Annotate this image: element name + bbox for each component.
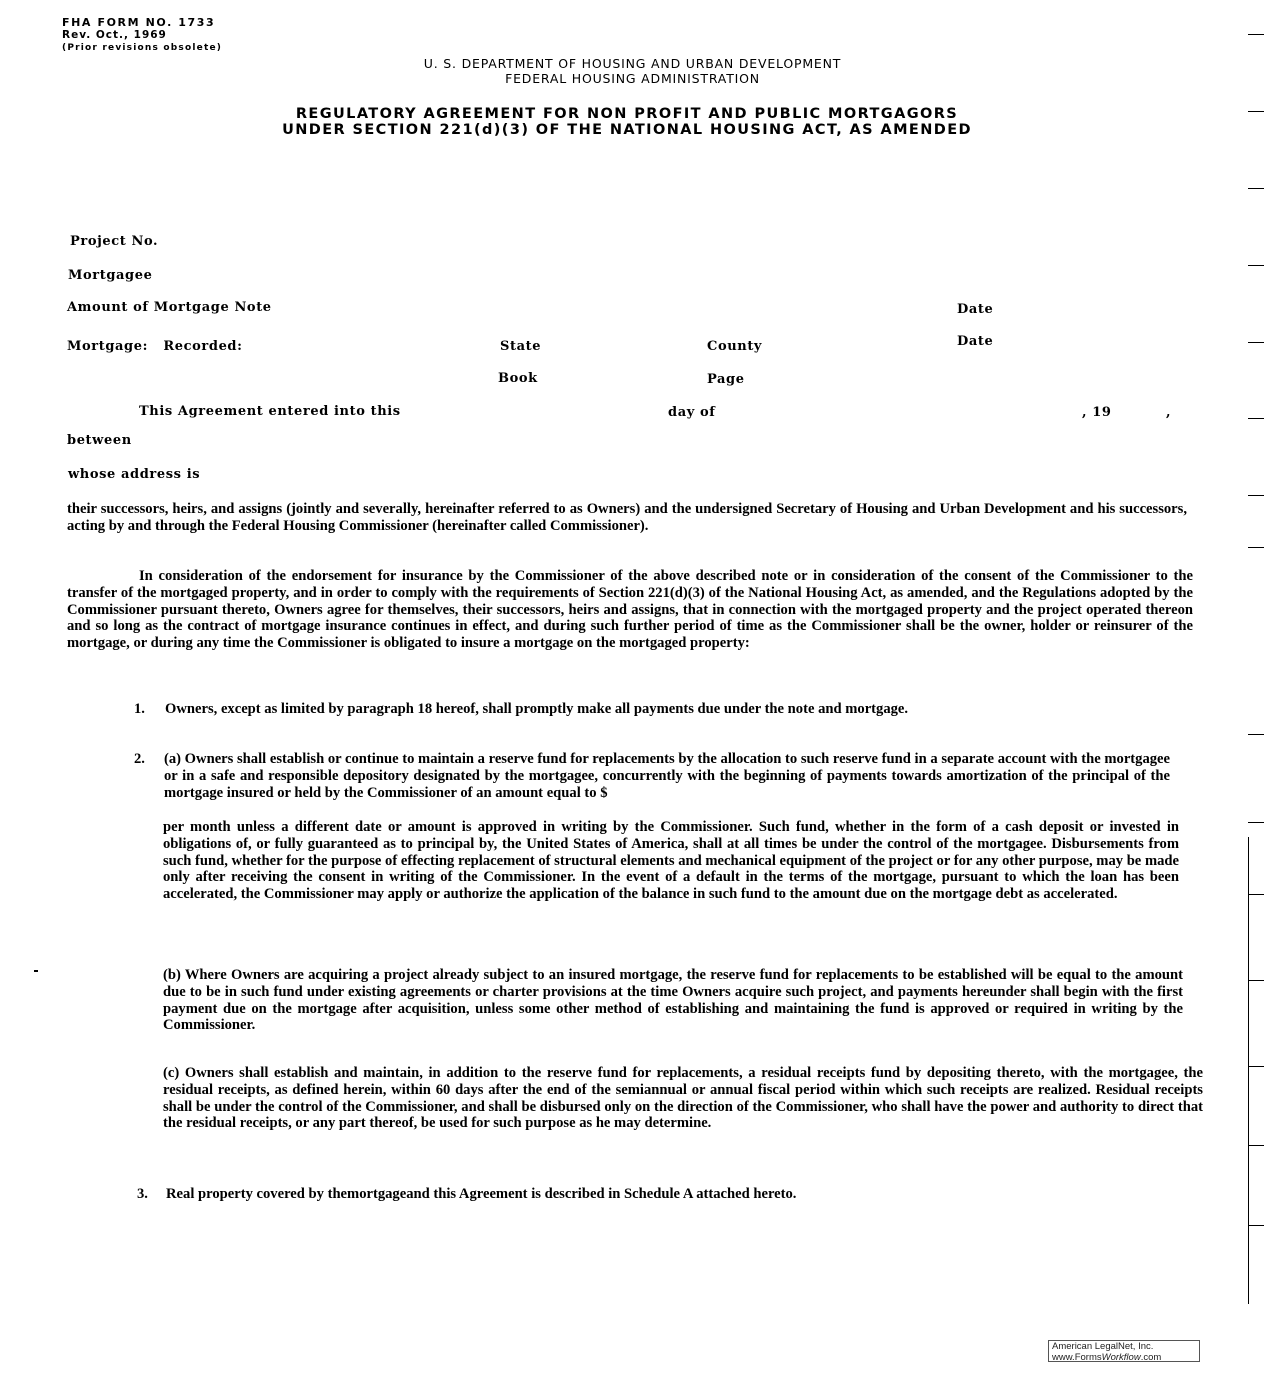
publisher-stamp — [1048, 1340, 1200, 1362]
margin-tick — [1248, 342, 1264, 343]
administration-name: FEDERAL HOUSING ADMINISTRATION — [505, 71, 760, 86]
publisher-url-suffix: .com — [1140, 1351, 1162, 1363]
margin-tick — [1248, 418, 1264, 419]
department-name: U. S. DEPARTMENT OF HOUSING AND URBAN DEVELOPMENT — [423, 56, 842, 71]
form-obsolete-note: (Prior revisions obsolete) — [62, 43, 223, 53]
agreement-entered-label: This Agreement entered into this — [139, 404, 401, 419]
margin-tick — [1248, 495, 1264, 496]
item-3-text: Real property covered by themortgageand this Agreement is described in Schedule A attached hereto. — [166, 1186, 797, 1202]
item-2b-text: (b) Where Owners are acquiring a project already subject to an insured mortgage, the reserve fund for replacements to be established will be equal to the amount due to be in such fund under existing agreements or charter provisions at the time Owners acquire such project, and payments hereunder shall begin with the first payment due on the mortgage after acquisition, unless some other method of establishing and maintaining the fund is approved or required in writing by the Commissioner. — [163, 967, 1183, 1034]
publisher-url-prefix: www.Forms — [1052, 1351, 1102, 1363]
margin-tick — [1248, 34, 1264, 35]
book-label: Book — [498, 371, 538, 386]
year-trailing-comma: , — [1166, 405, 1172, 420]
scan-mark — [34, 970, 38, 972]
project-no-label: Project No. — [70, 234, 159, 249]
margin-tick — [1248, 188, 1264, 189]
form-number: FHA FORM NO. 1733 — [62, 16, 216, 29]
item-number-2: 2. — [134, 751, 145, 767]
date-label-1: Date — [957, 302, 994, 317]
parties-paragraph: their successors, heirs, and assigns (jointly and severally, hereinafter referred to as Owners) and the undersigned Secretary of Housing and Urban Development and his successors, acting by and through the Federal Housing Commissioner (hereinafter called Commissioner). — [67, 501, 1187, 534]
address-label: whose address is — [68, 467, 201, 482]
publisher-url-italic: Workflow — [1101, 1351, 1141, 1363]
margin-tick — [1248, 734, 1264, 735]
day-of-label: day of — [668, 405, 716, 420]
margin-tick — [1248, 111, 1264, 112]
between-label: between — [67, 433, 132, 448]
margin-rule — [1248, 837, 1249, 1304]
county-label: County — [707, 339, 763, 354]
mortgage-amount-label: Amount of Mortgage Note — [67, 300, 272, 315]
page-label: Page — [707, 372, 745, 387]
margin-tick — [1248, 547, 1264, 548]
margin-tick — [1248, 894, 1264, 895]
mortgagee-label: Mortgagee — [68, 268, 153, 283]
consideration-paragraph — [67, 568, 1193, 652]
state-label: State — [500, 339, 542, 354]
item-1-text: Owners, except as limited by paragraph 18 hereof, shall promptly make all payments due under the note and mortgage. — [165, 701, 909, 717]
item-2c-text: (c) Owners shall establish and maintain, in addition to the reserve fund for replacements, a residual receipts fund by depositing thereto, with the mortgagee, the residual receipts, as defined herein, within 60 days after the end of the semiannual or annual fiscal period within which such receipts are realized. Residual receipts shall be under the control of the Commissioner, and shall be disbursed only on the direction of the Commissioner, who shall have the power and authority to direct that the residual receipts, or any part thereof, be used for such purpose as he may determine. — [163, 1065, 1203, 1132]
margin-tick — [1248, 822, 1264, 823]
date-label-2: Date — [957, 334, 994, 349]
mortgage-recorded-label: Mortgage: Recorded: — [67, 339, 243, 354]
margin-tick — [1248, 1145, 1264, 1146]
margin-tick — [1248, 1225, 1264, 1226]
margin-tick — [1248, 265, 1264, 266]
document-title-line-1: REGULATORY AGREEMENT FOR NON PROFIT AND PUBLIC MORTGAGORS — [295, 106, 959, 122]
publisher-name: American LegalNet, Inc. — [1052, 1341, 1154, 1352]
consideration-text: In consideration of the endorsement for insurance by the Commissioner of the above described note or in consideration of the consent of the Commissioner to the transfer of the mortgaged property, and in order to comply with the requirements of Section 221(d)(3) of the National Housing Act, as amended, and the Regulations adopted by the Commissioner pursuant thereto, Owners agree for themselves, their successors, heirs and assigns, that in connection with the mortgaged property and the project operated thereon and so long as the contract of mortgage insurance continues in effect, and during such further period of time as the Commissioner shall be the owner, holder or reinsurer of the mortgage, or during any time the Commissioner is obligated to insure a mortgage on the mortgaged property: — [67, 568, 1193, 652]
margin-tick — [1248, 1066, 1264, 1067]
item-2a-text-part-1: (a) Owners shall establish or continue to maintain a reserve fund for replacements by the allocation to such reserve fund in a separate account with the mortgagee or in a safe and responsible depository designated by the mortgagee, concurrently with the beginning of payments towards amortization of the principal of the mortgage insured or held by the Commissioner of an amount equal to $ — [164, 751, 1170, 801]
item-2a-text-part-2: per month unless a different date or amount is approved in writing by the Commissioner. Such fund, whether in the form of a cash deposit or invested in obligations of, or fully guaranteed as to principal by, the United States of America, shall at all times be under the control of the mortgagee. Disbursements from such fund, whether for the purpose of effecting replacement of structural elements and mechanical equipment of the project or for any other purpose, may be made only after receiving the consent in writing of the Commissioner. In the event of a default in the terms of the mortgage, pursuant to which the loan has been accelerated, the Commissioner may apply or authorize the application of the balance in such fund to the amount due on the mortgage debt as accelerated. — [163, 819, 1179, 903]
item-number-3: 3. — [137, 1186, 148, 1202]
document-title-line-2: UNDER SECTION 221(d)(3) OF THE NATIONAL HOUSING ACT, AS AMENDED — [282, 122, 972, 138]
item-number-1: 1. — [134, 701, 145, 717]
form-revision: Rev. Oct., 1969 — [62, 29, 167, 41]
year-prefix-label: , 19 — [1082, 405, 1112, 420]
margin-tick — [1248, 980, 1264, 981]
form-number-block — [62, 16, 222, 55]
publisher-url — [1052, 1353, 1196, 1364]
